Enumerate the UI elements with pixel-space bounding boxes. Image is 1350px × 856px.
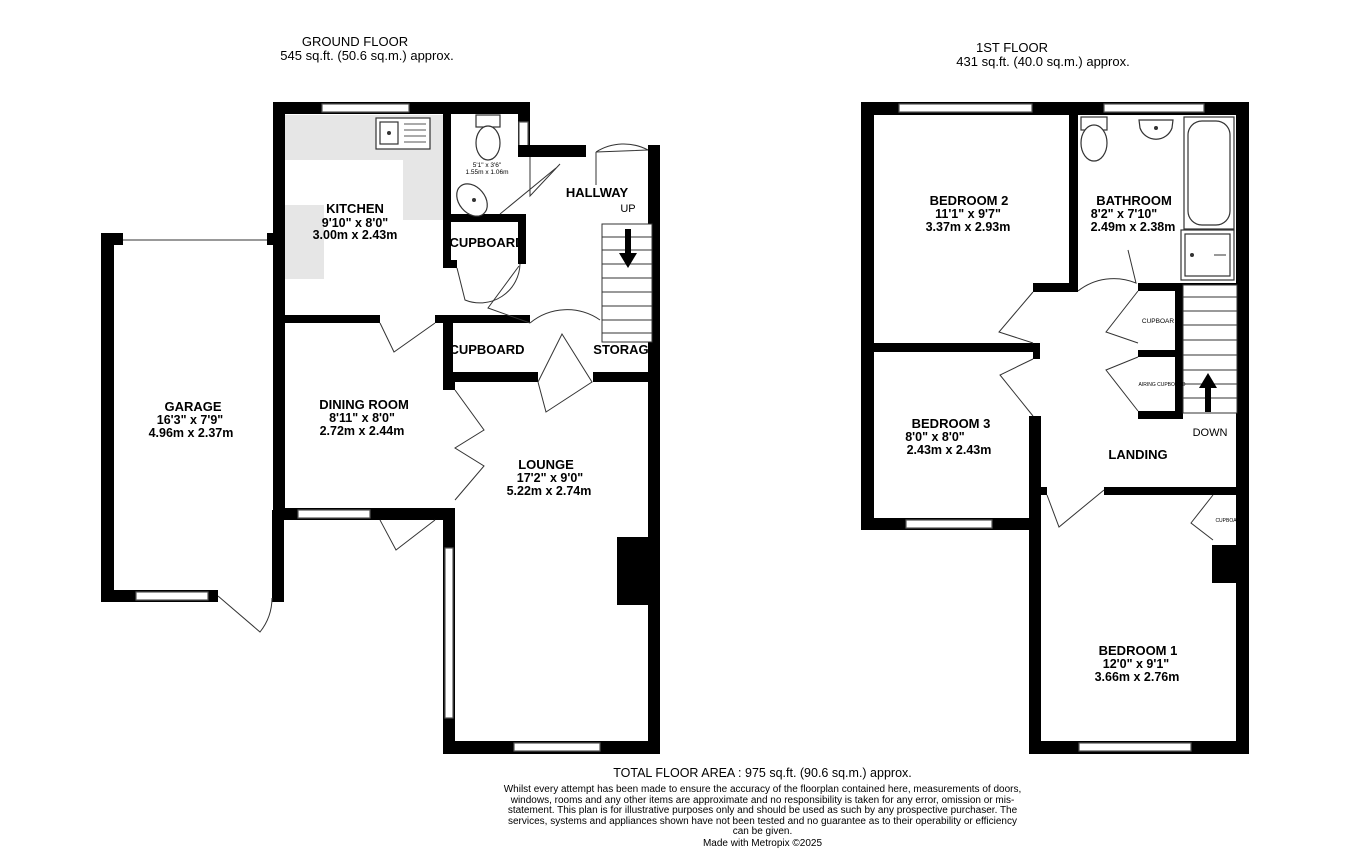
cupboard-1-label: CUPBOARD <box>449 235 525 250</box>
landing-name: LANDING <box>1108 447 1168 462</box>
bedroom3-name: BEDROOM 3 <box>911 416 991 431</box>
dining-name: DINING ROOM <box>319 397 409 412</box>
first-floor-plan <box>861 102 1249 754</box>
hallway-up-note: UP <box>620 203 636 215</box>
bedroom2-imperial: 11'1" x 9'7" <box>935 207 1001 221</box>
bedroom2-metric: 3.37m x 2.93m <box>925 220 1011 234</box>
bedroom2-name: BEDROOM 2 <box>929 193 1009 208</box>
garage-imperial: 16'3" x 7'9" <box>156 413 224 427</box>
bathroom-imperial: 8'2" x 7'10" <box>1090 207 1158 221</box>
bedroom1-imperial: 12'0" x 9'1" <box>1102 657 1170 671</box>
made-with: Made with Metropix ©2025 <box>702 838 823 849</box>
total-floor-area: TOTAL FLOOR AREA : 975 sq.ft. (90.6 sq.m.) approx. <box>613 766 912 780</box>
bedroom1-name: BEDROOM 1 <box>1098 643 1178 658</box>
bedroom1-metric: 3.66m x 2.76m <box>1094 670 1180 684</box>
kitchen-metric: 3.00m x 2.43m <box>312 228 398 242</box>
first-floor-title: 1ST FLOOR <box>975 40 1049 55</box>
hallway-name: HALLWAY <box>565 185 629 200</box>
storage-label: STORAG <box>593 342 649 357</box>
cupboard-b-label: CUPBOA <box>1215 518 1237 524</box>
lounge-metric: 5.22m x 2.74m <box>506 484 592 498</box>
airing-cupboard-label: AIRING CUPBOARD <box>1138 382 1186 388</box>
bathroom-name: BATHROOM <box>1096 193 1172 208</box>
garage-metric: 4.96m x 2.37m <box>148 426 234 440</box>
first-floor-area: 431 sq.ft. (40.0 sq.m.) approx. <box>956 54 1130 69</box>
ground-floor-title: GROUND FLOOR <box>301 34 409 49</box>
landing-down-note: DOWN <box>1192 427 1228 439</box>
dining-metric: 2.72m x 2.44m <box>319 424 405 438</box>
kitchen-name: KITCHEN <box>326 201 384 216</box>
bathroom-metric: 2.49m x 2.38m <box>1090 220 1176 234</box>
garage-name: GARAGE <box>164 399 222 414</box>
lounge-name: LOUNGE <box>518 457 574 472</box>
ground-floor-plan <box>101 102 660 754</box>
bedroom3-imperial: 8'0" x 8'0" <box>905 430 965 444</box>
dining-imperial: 8'11" x 8'0" <box>329 411 395 425</box>
ground-floor-area: 545 sq.ft. (50.6 sq.m.) approx. <box>280 48 454 63</box>
cupboard-2-label: CUPBOARD <box>449 342 525 357</box>
disclaimer: Whilst every attempt has been made to ensure the accuracy of the floorplan contained here, measurements of doors, windows, rooms and any other items are approximate and no responsibility is taken for any error, omission or mis-statement. This plan is for illustrative purposes only and should be used as such by any prospective purchaser. The services, systems and appliances shown have not been tested and no guarantee as to their operability or efficiency can be given. <box>503 784 1022 838</box>
cupboard-a-label: CUPBOAR <box>1141 318 1175 325</box>
wc-imperial: 5'1" x 3'6" <box>472 162 502 169</box>
lounge-imperial: 17'2" x 9'0" <box>516 471 584 485</box>
wc-metric: 1.55m x 1.06m <box>465 169 509 176</box>
bedroom3-metric: 2.43m x 2.43m <box>906 443 992 457</box>
kitchen-imperial: 9'10" x 8'0" <box>321 216 389 230</box>
